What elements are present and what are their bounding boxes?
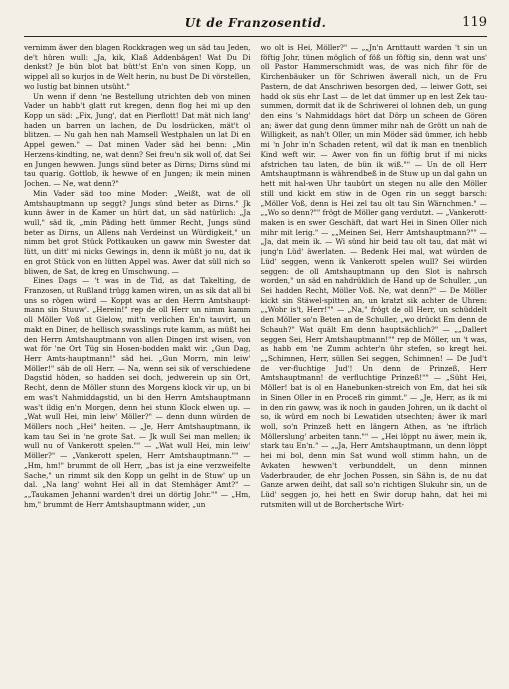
running-title: Ut de Franzosentid. bbox=[184, 16, 327, 30]
paragraph: wo olt is Hei, Möller?" — „„Jn'n Arnttautt warden 't sin un föftig Johr, tünen möglich of föß un föftig sin, denn wat uns' oll Pastor Hammerschmidt was, de was nich fihr för de Kirchenbäuker un för Schriwen äwerall nich, un de Fru Pastern, de dat Anschriwen besorgen ded, — leiwer Gott, sei hadd ok süs ehr Last — de let dat ümmer up en lest Zek tau-summen, dormit dat ik de Schriwerei ol lohnen deb, un gung den eins 's Nahmiddags hört dat Dörp un scheen de Gören an; äwer dat gung denn ümmer mihr nah de Grött un nah de Willigkeit, as nah't Oller, un min Möder säd ümmer, ich hebb mi 'n Johr in'n Schaden retent, wil dat ik man en tnenblich Kind weft wir. — Awer von fin un föftig brut if mi nicks afstrichen tau laten, de bün ik wiß."" — Un de oll Herr Amtshauptmann is währendbeß in de Stuw up un dal gahn un hett mit hal-wen Uhr taubürt un stegen nu alle den Möller still und kickt em stiw in de Ogen rin un seggt barsch: „Möller Voß, denn is Hei zel tau olt tau Sin Wärnchmen." — „„Wo so denn?"" frögt de Möller gang verdutzt. — „Vankerott-maken is en swer Geschäft, dat wart Hei in Sinen Oller nich mihr mit lerig." — „„Meinen Sei, Herr Amtshauptmann?"" — „Ja, dat mein ik. — Wi sünd hir beid tau olt tau, dat mät wi jung'n Lüd' äwerlaten. — Bedenk Hei mal, wat würden de Lüd' seggen, wenn ik Vankerott spelen wull? Sei würden seggen: de oll Amtshauptmann up den Slot is nahrsch worden," un säd en nahdrüklich de Hand up de Schuller, „un Sei hadden Recht, Möller Voß. Ne, wat denn?" — De Möller kickt sin Stäwel-spitten an, un kratzt sik achter de Uhren: „„Wohr is't, Herr!"" — „Na," frögt de oll Herr, un schüddelt den Möller so'n Beten an de Schuller, „wo drückt Em denn de Schauh?" Wat quält Em denn hauptsächlich?" — „„Dallert seggen Sei, Herr Amtshauptmann!"" rep de Möller, un 't was, as habb em 'ne Zumm achter'n ühr stefen, so kregt hei. „„Schimnen, Herr, süllen Sei seggen, Schimnen! — De Jud't de ver-fluchtige Jud'! Un denn de Prinzeß, Herr Amtshauptmann! de verfluchtige Prinzeß!"" — „Süht Hei, Möller! bat is ol en Hanebunken-streich von Em, dat hei sik in Sinen Oller in en Proceß rin gimmt." — „Je, Herr, as ik mi in den rin gaww, was ik noch in gauden Johren, un ik dacht ol so, ik würd em noch bi Lewatiden utsechten; äwer ik marl woll, so'n Prinzeß hett en längern Athen, as 'ne iftrlich Möllerslung' arbeiten tann."" — „Hei löppt nu äwer, mein ik, stark tau En'n." — „„Ja, Herr Amtshauptmann, un denn löppt hei mi bol, denn min Sat wund woll stimm hahn, un de Avkaten hewwen't verbunddelt, un denn minnen Vaderbrauder, de ehr Jochen Possen, sin Sähn is, de nu dat Ganze arwen deiht, dat sall so'n richtigen Slukuhr sin, un de Lüd' seggen jo, hei hett en Swir dorup hahn, dat hei mi rutsmiten will ut de Borchertsche Wirt- bbox=[260, 43, 487, 509]
right-column bbox=[261, 43, 488, 679]
text-columns bbox=[24, 43, 487, 679]
page-number: 119 bbox=[462, 15, 487, 30]
paragraph: vernimm äwer den blagen Rockkragen weg un säd tau Jeden, de't hüren wull: „Ja, kik, Klaß Addenbägen! Wat Du Di denkst? Je bün blot bat bütt'st En'n von sinen Kopp, un wippel all so kurjos in de Welt herin, nu bust De Di vörstellen, wo lustig bat binnen utsüht." bbox=[24, 43, 251, 91]
left-column bbox=[24, 43, 251, 679]
paragraph: Un wenn if denn 'ne Bestellung utrichten deb von minen Vader un habb't glatt rut kregen, denn flog hei mi up den Kopp un säd: „Fix, Jung', dat en Pierflott! Dat mät nich lang' haden un barren un lachen, de Du losdrücken, mät't ol blitzen. — Nu gah hen nah Mamsell Westphalen un lat Di en Appel gewen." — Dat minen Vader säd hei benn: „Min Herzens-kindting, ne, wat denn? Sei freu'n sik woll of, dat Sei en Jungen hewwen. Jungs sünd beter as Dirns; Dirns sünd mi tau quarig. Gottlob, ik hewwe of en Jungen; ik mein minen Jochen. — Ne, wat denn?" bbox=[24, 91, 251, 189]
running-header bbox=[24, 14, 487, 37]
paragraph: Min Vader säd too mine Moder: „Weißt, wat de oll Amtshauptmann up seggt? Jungs sünd beter as Dirns." Jk kunn äwer in de Kamer un hürt dat, un säd natürlich: „Ja wull," säd ik, „min Päding hett ümmer Recht, Jungs sünd beter as Dirns, un Allens nah Verdeinst un Würdigkeit," un nimm bet grot Stück Pottkauken un gaww min Swester dat lütt, un ditt' mi nicks Gewings in, denn ik müßt jo nu, dat ik en grot Stück von en lütten Appel was. Awer dat süll nich so bliwen, de Sat, de kreg en Umschwung. — bbox=[24, 188, 251, 276]
paragraph: Eines Dags — 't was in de Tid, as dat Takelting, de Franzosen, ut Rußland trügg kamen wiren, un as sik dat all bi uns so rögen würd — Koppt was ar den Herrn Amtshaupt-mann sin Stuuw'. „Herein!" rep de oll Herr un nimm kamm oll Möller Voß ut Gielow, mit'n verlichen En'n tauvirt, un makt en Diner, de hellisch swasslings rute kamm, as müßt hei den Herrn Amtshauptmann von allen Dingen irst wisen, von wat för 'ne Ort Tüg sin Hosen-bodden makt wir. „Gun Dag, Herr Amts-hauptmann!" säd hei. „Gun Morrn, min leiw' Möller!" säb de oll Herr. — Na, wenn sei sik of verschiedene Dagstid höden, so hadden sei doch, jedwerein up sin Ort, Recht, denn de Möller stunn des Morgens klock vir up, un bi em was't Nahmiddagstid, un bi den Herrn Amtshauptmann was't ildig en'n Morgen, denn hei stunn Klock elwen up. — „Wat wull Hei, min leiw' Möller?" — denn dunn würden de Möllers noch „Hei" heiten. — „Je, Herr Amtshauptmann, ik kam tau Sei in 'ne grote Sat. — Jk wull Sei man mellen; ik wull nu of Vankerott spelen."" — „Wat wull Hei, min leiw' Möller?" — „Vankerott spelen, Herr Amtshauptmann."" — „Hm, hm!" brummt de oll Herr, „bas ist ja eine verzweifelte Sache," un rimmt sik den Kopp un gelht in de Stuw' up un dal. „Na lang' wohnt Hei all in dat Stemhäger Amt?" — „„Taukamen Jehanni warden't drei un dörtig Johr."" — „Hm, hm," brummt de Herr Amtshauptmann wider, „un bbox=[24, 276, 251, 509]
